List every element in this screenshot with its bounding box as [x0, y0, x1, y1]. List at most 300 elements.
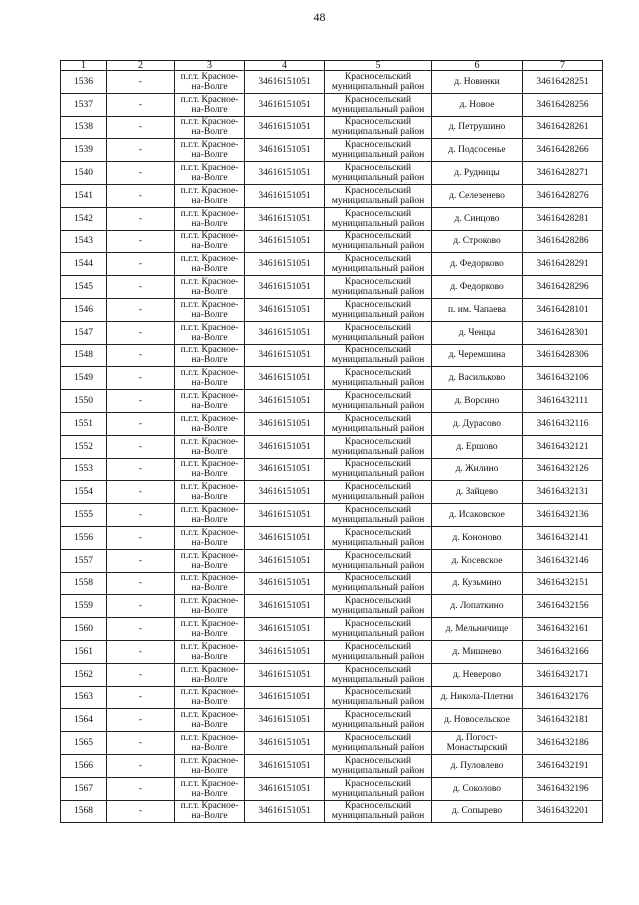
oktmo-cell	[523, 230, 603, 253]
district-cell-text: Красносельский	[344, 801, 412, 812]
code-cell-text: 34616151051	[258, 760, 311, 771]
oktmo-cell-text: 34616428296	[536, 282, 589, 293]
settlement-cell	[175, 481, 245, 504]
code-cell-text: 34616151051	[258, 510, 311, 521]
row-number-cell-text: 1564	[74, 715, 93, 726]
locality-cell	[432, 754, 523, 777]
code-cell-text: 34616151051	[258, 555, 311, 566]
district-cell	[325, 618, 432, 641]
oktmo-cell	[523, 116, 603, 139]
locality-cell	[432, 71, 523, 94]
district-cell-text: муниципальный район	[331, 150, 425, 161]
row-number-cell-text: 1546	[74, 304, 93, 315]
dash-cell-text: -	[138, 487, 143, 498]
settlement-cell-text: на-Волге	[191, 537, 228, 548]
code-cell	[245, 777, 325, 800]
settlement-cell-text: на-Волге	[191, 765, 228, 776]
district-cell-text: муниципальный район	[331, 720, 425, 731]
row-number-cell-text: 1557	[74, 555, 93, 566]
settlement-cell	[175, 640, 245, 663]
row-number-cell	[61, 412, 107, 435]
dash-cell	[107, 458, 175, 481]
district-cell-text: муниципальный район	[331, 583, 425, 594]
settlement-cell	[175, 686, 245, 709]
settlement-cell-text: п.г.т. Красное-	[180, 345, 239, 356]
row-number-cell	[61, 686, 107, 709]
settlement-cell-text: п.г.т. Красное-	[180, 368, 239, 379]
district-cell-text: муниципальный район	[331, 515, 425, 526]
oktmo-cell-text: 34616432131	[536, 487, 589, 498]
row-number-cell	[61, 184, 107, 207]
row-number-cell	[61, 732, 107, 755]
settlement-cell-text: п.г.т. Красное-	[180, 619, 239, 630]
district-cell	[325, 139, 432, 162]
oktmo-cell-text: 34616432136	[536, 510, 589, 521]
table-row	[61, 618, 603, 641]
locality-cell-text: д. Погост-	[456, 733, 498, 743]
code-cell-text: 34616151051	[258, 190, 311, 201]
dash-cell-text: -	[138, 76, 143, 87]
district-cell-text: Красносельский	[344, 755, 412, 766]
row-number-cell-text: 1541	[74, 190, 93, 201]
row-number-cell	[61, 549, 107, 572]
row-number-cell-text: 1547	[74, 327, 93, 338]
locality-cell	[432, 458, 523, 481]
settlement-cell-text: на-Волге	[191, 697, 228, 708]
settlement-cell-text: п.г.т. Красное-	[180, 733, 239, 743]
locality-cell	[432, 412, 523, 435]
code-cell-text: 34616151051	[258, 464, 311, 475]
settlement-cell-text: на-Волге	[191, 173, 228, 184]
code-cell	[245, 321, 325, 344]
oktmo-cell	[523, 618, 603, 641]
table-row	[61, 458, 603, 481]
district-cell	[325, 71, 432, 94]
oktmo-cell	[523, 253, 603, 276]
settlement-cell-text: на-Волге	[191, 150, 228, 161]
oktmo-cell	[523, 595, 603, 618]
locality-cell-text: д. Новосельское	[444, 715, 510, 726]
code-cell-text: 34616151051	[258, 99, 311, 110]
district-cell-text: муниципальный район	[331, 743, 425, 753]
code-cell	[245, 732, 325, 755]
row-number-cell-text: 1536	[74, 76, 93, 87]
locality-cell-text: д. Новинки	[454, 76, 500, 87]
settlement-cell	[175, 71, 245, 94]
code-cell-text: 34616151051	[258, 145, 311, 156]
locality-cell	[432, 504, 523, 527]
dash-cell-text: -	[138, 510, 143, 521]
settlement-cell-text: п.г.т. Красное-	[180, 322, 239, 333]
row-number-cell-text: 1542	[74, 213, 93, 224]
table-row	[61, 139, 603, 162]
row-number-cell	[61, 253, 107, 276]
district-cell	[325, 207, 432, 230]
settlement-cell-text: п.г.т. Красное-	[180, 117, 239, 128]
locality-cell-text: д. Рудницы	[454, 168, 500, 179]
dash-cell-text: -	[138, 373, 143, 384]
district-cell	[325, 549, 432, 572]
settlement-cell-text: на-Волге	[191, 446, 228, 457]
row-number-cell-text: 1543	[74, 236, 93, 247]
locality-cell	[432, 93, 523, 116]
district-cell	[325, 572, 432, 595]
district-cell-text: муниципальный район	[331, 81, 425, 92]
district-cell-text: муниципальный район	[331, 173, 425, 184]
district-cell-text: Красносельский	[344, 778, 412, 789]
column-header: 3	[175, 61, 245, 71]
district-cell-text: муниципальный район	[331, 469, 425, 480]
oktmo-cell	[523, 435, 603, 458]
settlement-cell-text: п.г.т. Красное-	[180, 254, 239, 265]
dash-cell-text: -	[138, 738, 143, 748]
dash-cell	[107, 71, 175, 94]
district-cell-text: Красносельский	[344, 299, 412, 310]
settlement-cell-text: п.г.т. Красное-	[180, 505, 239, 516]
district-cell-text: Красносельский	[344, 208, 412, 219]
settlement-cell-text: п.г.т. Красное-	[180, 163, 239, 174]
code-cell-text: 34616151051	[258, 646, 311, 657]
district-cell	[325, 526, 432, 549]
row-number-cell-text: 1566	[74, 760, 93, 771]
district-cell	[325, 435, 432, 458]
locality-cell-text: д. Сопырево	[451, 806, 503, 817]
settlement-cell	[175, 253, 245, 276]
row-number-cell	[61, 640, 107, 663]
oktmo-cell-text: 34616432196	[536, 783, 589, 794]
locality-cell	[432, 481, 523, 504]
code-cell	[245, 298, 325, 321]
dash-cell	[107, 526, 175, 549]
oktmo-cell	[523, 663, 603, 686]
column-header: 5	[325, 61, 432, 71]
settlement-cell-text: на-Волге	[191, 743, 228, 753]
row-number-cell-text: 1537	[74, 99, 93, 110]
locality-cell-text: д. Строково	[453, 236, 501, 247]
code-cell	[245, 572, 325, 595]
row-number-cell-text: 1539	[74, 145, 93, 156]
dash-cell-text: -	[138, 168, 143, 179]
table-row	[61, 640, 603, 663]
dash-cell	[107, 139, 175, 162]
code-cell	[245, 504, 325, 527]
oktmo-cell	[523, 298, 603, 321]
district-cell-text: Красносельский	[344, 619, 412, 630]
oktmo-cell	[523, 549, 603, 572]
column-header: 4	[245, 61, 325, 71]
oktmo-cell-text: 34616432126	[536, 464, 589, 475]
oktmo-cell-text: 34616428291	[536, 259, 589, 270]
dash-cell	[107, 116, 175, 139]
locality-cell-text: д. Пуловлево	[450, 760, 504, 771]
code-cell	[245, 390, 325, 413]
locality-cell	[432, 572, 523, 595]
oktmo-cell-text: 34616428306	[536, 350, 589, 361]
table-row	[61, 298, 603, 321]
dash-cell-text: -	[138, 327, 143, 338]
oktmo-cell-text: 34616432176	[536, 692, 589, 703]
oktmo-cell-text: 34616428281	[536, 213, 589, 224]
oktmo-cell-text: 34616428271	[536, 168, 589, 179]
data-table	[60, 60, 603, 823]
dash-cell	[107, 298, 175, 321]
oktmo-cell-text: 34616432106	[536, 373, 589, 384]
district-cell	[325, 390, 432, 413]
district-cell	[325, 412, 432, 435]
dash-cell-text: -	[138, 236, 143, 247]
code-cell-text: 34616151051	[258, 373, 311, 384]
district-cell-text: Красносельский	[344, 710, 412, 721]
code-cell-text: 34616151051	[258, 122, 311, 133]
locality-cell-text: д. Федорково	[450, 259, 504, 270]
locality-cell-text: д. Исаковское	[449, 510, 505, 521]
district-cell	[325, 93, 432, 116]
locality-cell	[432, 595, 523, 618]
settlement-cell	[175, 504, 245, 527]
settlement-cell-text: п.г.т. Красное-	[180, 140, 239, 151]
oktmo-cell-text: 34616432151	[536, 578, 589, 589]
dash-cell	[107, 595, 175, 618]
code-cell	[245, 526, 325, 549]
settlement-cell-text: п.г.т. Красное-	[180, 413, 239, 424]
row-number-cell-text: 1558	[74, 578, 93, 589]
district-cell-text: муниципальный район	[331, 651, 425, 662]
column-header: 7	[523, 61, 603, 71]
locality-cell-text: д. Соколово	[452, 783, 502, 794]
settlement-cell-text: п.г.т. Красное-	[180, 755, 239, 766]
dash-cell	[107, 412, 175, 435]
district-cell-text: муниципальный район	[331, 378, 425, 389]
row-number-cell-text: 1544	[74, 259, 93, 270]
dash-cell	[107, 663, 175, 686]
district-cell-text: муниципальный район	[331, 241, 425, 252]
dash-cell-text: -	[138, 532, 143, 543]
oktmo-cell	[523, 481, 603, 504]
settlement-cell-text: п.г.т. Красное-	[180, 482, 239, 493]
settlement-cell-text: п.г.т. Красное-	[180, 573, 239, 584]
settlement-cell-text: на-Волге	[191, 81, 228, 92]
code-cell-text: 34616151051	[258, 715, 311, 726]
settlement-cell-text: на-Волге	[191, 378, 228, 389]
code-cell-text: 34616151051	[258, 601, 311, 612]
locality-cell	[432, 618, 523, 641]
locality-cell-text: д. Ворсино	[454, 396, 500, 407]
table-row	[61, 481, 603, 504]
locality-cell-text: д. Кононово	[452, 532, 502, 543]
locality-cell	[432, 686, 523, 709]
district-cell-text: Красносельский	[344, 664, 412, 675]
district-cell-text: Красносельский	[344, 277, 412, 288]
locality-cell	[432, 663, 523, 686]
row-number-cell-text: 1550	[74, 396, 93, 407]
dash-cell-text: -	[138, 418, 143, 429]
locality-cell-text: д. Федорково	[450, 282, 504, 293]
dash-cell	[107, 344, 175, 367]
code-cell-text: 34616151051	[258, 441, 311, 452]
row-number-cell	[61, 93, 107, 116]
settlement-cell	[175, 230, 245, 253]
district-cell	[325, 732, 432, 755]
code-cell-text: 34616151051	[258, 282, 311, 293]
table-row	[61, 71, 603, 94]
code-cell	[245, 344, 325, 367]
row-number-cell	[61, 572, 107, 595]
table-row	[61, 184, 603, 207]
settlement-cell-text: п.г.т. Красное-	[180, 801, 239, 812]
district-cell	[325, 321, 432, 344]
row-number-cell-text: 1554	[74, 487, 93, 498]
settlement-cell	[175, 663, 245, 686]
locality-cell-text: д. Кузьмино	[452, 578, 502, 589]
oktmo-cell-text: 34616432146	[536, 555, 589, 566]
district-cell-text: Красносельский	[344, 505, 412, 516]
district-cell	[325, 754, 432, 777]
code-cell	[245, 116, 325, 139]
locality-cell-text: д. Лопаткино	[450, 601, 504, 612]
settlement-cell-text: п.г.т. Красное-	[180, 710, 239, 721]
header-row	[61, 61, 603, 71]
code-cell-text: 34616151051	[258, 304, 311, 315]
dash-cell	[107, 230, 175, 253]
settlement-cell-text: на-Волге	[191, 560, 228, 571]
dash-cell	[107, 93, 175, 116]
locality-cell	[432, 276, 523, 299]
district-cell	[325, 298, 432, 321]
district-cell-text: Красносельский	[344, 140, 412, 151]
table-row	[61, 572, 603, 595]
table-row	[61, 93, 603, 116]
row-number-cell-text: 1555	[74, 510, 93, 521]
settlement-cell-text: на-Волге	[191, 674, 228, 685]
row-number-cell-text: 1553	[74, 464, 93, 475]
row-number-cell	[61, 458, 107, 481]
code-cell-text: 34616151051	[258, 213, 311, 224]
locality-cell	[432, 800, 523, 823]
dash-cell-text: -	[138, 555, 143, 566]
row-number-cell	[61, 435, 107, 458]
settlement-cell	[175, 162, 245, 185]
table-row	[61, 526, 603, 549]
locality-cell-text: д. Мельничище	[445, 624, 509, 635]
dash-cell	[107, 276, 175, 299]
row-number-cell	[61, 754, 107, 777]
district-cell-text: муниципальный район	[331, 629, 425, 640]
district-cell-text: Красносельский	[344, 94, 412, 105]
settlement-cell	[175, 709, 245, 732]
code-cell	[245, 435, 325, 458]
settlement-cell-text: п.г.т. Красное-	[180, 71, 239, 82]
locality-cell	[432, 777, 523, 800]
dash-cell-text: -	[138, 578, 143, 589]
row-number-cell	[61, 298, 107, 321]
locality-cell	[432, 732, 523, 755]
oktmo-cell-text: 34616428266	[536, 145, 589, 156]
locality-cell	[432, 709, 523, 732]
row-number-cell	[61, 595, 107, 618]
settlement-cell-text: на-Волге	[191, 287, 228, 298]
code-cell	[245, 481, 325, 504]
settlement-cell	[175, 298, 245, 321]
settlement-cell	[175, 412, 245, 435]
settlement-cell-text: на-Волге	[191, 127, 228, 138]
locality-cell-text: д. Черемшина	[448, 350, 506, 361]
district-cell-text: Красносельский	[344, 596, 412, 607]
row-number-cell	[61, 230, 107, 253]
settlement-cell	[175, 93, 245, 116]
code-cell	[245, 618, 325, 641]
code-cell-text: 34616151051	[258, 624, 311, 635]
oktmo-cell-text: 34616432171	[536, 669, 589, 680]
oktmo-cell	[523, 344, 603, 367]
settlement-cell-text: п.г.т. Красное-	[180, 231, 239, 242]
locality-cell-text: д. Васильково	[448, 373, 506, 384]
dash-cell-text: -	[138, 145, 143, 156]
row-number-cell-text: 1552	[74, 441, 93, 452]
row-number-cell-text: 1540	[74, 168, 93, 179]
table-row	[61, 321, 603, 344]
settlement-cell	[175, 207, 245, 230]
row-number-cell	[61, 116, 107, 139]
table-row	[61, 754, 603, 777]
district-cell-text: Красносельский	[344, 527, 412, 538]
district-cell	[325, 504, 432, 527]
settlement-cell	[175, 116, 245, 139]
dash-cell-text: -	[138, 669, 143, 680]
row-number-cell	[61, 321, 107, 344]
code-cell-text: 34616151051	[258, 236, 311, 247]
locality-cell-text: д. Зайцево	[455, 487, 499, 498]
oktmo-cell	[523, 276, 603, 299]
locality-cell	[432, 230, 523, 253]
settlement-cell-text: на-Волге	[191, 629, 228, 640]
dash-cell	[107, 253, 175, 276]
district-cell-text: муниципальный район	[331, 811, 425, 822]
district-cell	[325, 367, 432, 390]
table-row	[61, 595, 603, 618]
locality-cell-text: д. Подсосенье	[448, 145, 506, 156]
settlement-cell-text: на-Волге	[191, 515, 228, 526]
dash-cell	[107, 800, 175, 823]
row-number-cell-text: 1545	[74, 282, 93, 293]
locality-cell	[432, 298, 523, 321]
row-number-cell	[61, 139, 107, 162]
settlement-cell-text: п.г.т. Красное-	[180, 208, 239, 219]
oktmo-cell-text: 34616432201	[536, 806, 589, 817]
district-cell-text: муниципальный район	[331, 765, 425, 776]
district-cell-text: муниципальный район	[331, 788, 425, 799]
oktmo-cell	[523, 139, 603, 162]
district-cell-text: муниципальный район	[331, 287, 425, 298]
district-cell-text: муниципальный район	[331, 606, 425, 617]
dash-cell	[107, 572, 175, 595]
district-cell	[325, 230, 432, 253]
settlement-cell	[175, 184, 245, 207]
settlement-cell	[175, 344, 245, 367]
code-cell-text: 34616151051	[258, 350, 311, 361]
dash-cell-text: -	[138, 282, 143, 293]
district-cell-text: Красносельский	[344, 185, 412, 196]
table-row	[61, 663, 603, 686]
oktmo-cell	[523, 709, 603, 732]
settlement-cell-text: на-Волге	[191, 195, 228, 206]
district-cell-text: Красносельский	[344, 687, 412, 698]
settlement-cell-text: п.г.т. Красное-	[180, 94, 239, 105]
code-cell-text: 34616151051	[258, 418, 311, 429]
oktmo-cell	[523, 526, 603, 549]
table-row	[61, 162, 603, 185]
code-cell	[245, 709, 325, 732]
settlement-cell-text: на-Волге	[191, 241, 228, 252]
